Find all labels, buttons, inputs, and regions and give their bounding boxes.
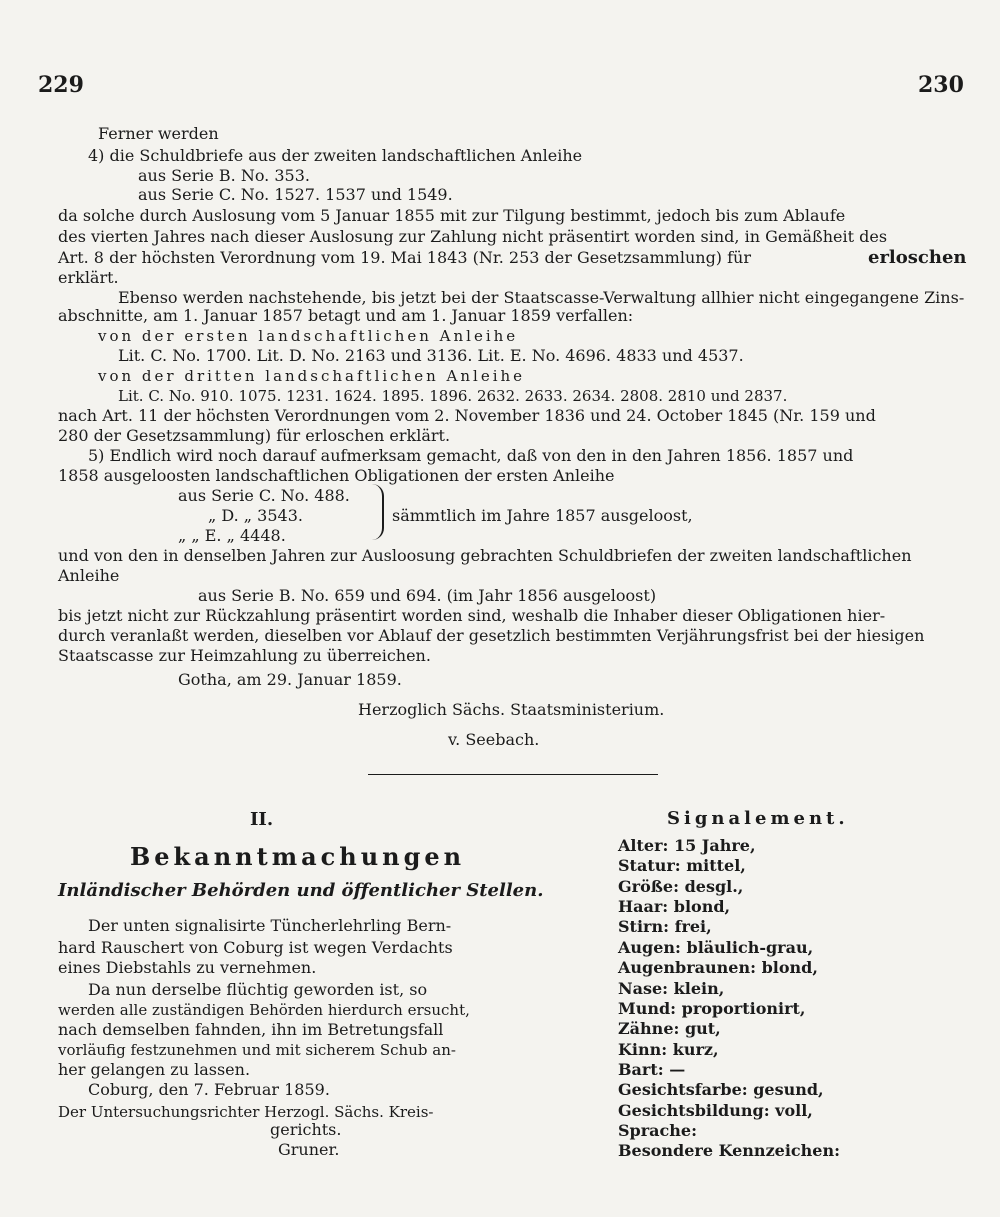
text-line: sämmtlich im Jahre 1857 ausgeloost,: [392, 506, 693, 525]
text-line: hard Rauschert von Coburg ist wegen Verdachts: [58, 938, 453, 957]
signature-name: Gruner.: [278, 1140, 340, 1159]
divider-rule: [368, 774, 658, 775]
text-line: erklärt.: [58, 268, 119, 287]
text-line: Der unten signalisirte Tüncherlehrling Bern-: [88, 916, 452, 935]
dateline: Gotha, am 29. Januar 1859.: [178, 670, 402, 689]
text-line: aus Serie B. No. 659 und 694. (im Jahr 1856 ausgeloost): [198, 586, 657, 605]
text-line: her gelangen zu lassen.: [58, 1060, 251, 1079]
text-line: Der Untersuchungsrichter Herzogl. Sächs. Kreis-: [58, 1103, 434, 1121]
text-line: bis jetzt nicht zur Rückzahlung präsentirt worden sind, weshalb die Inhaber dieser Obligationen hier-: [58, 606, 886, 625]
signalement-item: Zähne: gut,: [618, 1019, 721, 1038]
signalement-heading: Signalement.: [667, 808, 849, 829]
text-line: Da nun derselbe flüchtig geworden ist, so: [88, 980, 428, 999]
section-numeral: II.: [250, 809, 274, 830]
signalement-item: Statur: mittel,: [618, 856, 746, 875]
text-line: Ferner werden: [98, 124, 219, 143]
text-line: aus Serie C. No. 488.: [178, 486, 350, 505]
signalement-item: Sprache:: [618, 1121, 697, 1140]
text-line: nach Art. 11 der höchsten Verordnungen vom 2. November 1836 und 24. October 1845 (Nr. 159 und: [58, 406, 876, 425]
text-line: 1858 ausgeloosten landschaftlichen Obligationen der ersten Anleihe: [58, 466, 615, 485]
erloschen-word: erloschen: [868, 247, 967, 268]
dateline: Coburg, den 7. Februar 1859.: [88, 1080, 330, 1099]
page-number-left: 229: [38, 72, 84, 98]
text-line: „ „ E. „ 4448.: [178, 526, 286, 545]
text-line: nach demselben fahnden, ihn im Betretungsfall: [58, 1020, 444, 1039]
signalement-item: Nase: klein,: [618, 979, 725, 998]
text-line: aus Serie C. No. 1527. 1537 und 1549.: [138, 185, 453, 204]
page-number-right: 230: [918, 72, 964, 98]
text-line: Staatscasse zur Heimzahlung zu überreichen.: [58, 646, 431, 665]
signalement-item: Kinn: kurz,: [618, 1040, 719, 1059]
signalement-item: Stirn: frei,: [618, 917, 712, 936]
signalement-item: Besondere Kennzeichen:: [618, 1141, 840, 1160]
text-line: eines Diebstahls zu vernehmen.: [58, 958, 317, 977]
signature-ministry: Herzoglich Sächs. Staatsministerium.: [358, 700, 665, 719]
text-line: da solche durch Auslosung vom 5 Januar 1855 mit zur Tilgung bestimmt, jedoch bis zum Ablaufe: [58, 206, 846, 225]
section-subheading: Inländischer Behörden und öffentlicher Stellen.: [58, 880, 544, 901]
text-line: und von den in denselben Jahren zur Ausloosung gebrachten Schuldbriefen der zweiten landschaftlichen: [58, 546, 912, 565]
text-line: vorläufig festzunehmen und mit sicherem Schub an-: [58, 1041, 456, 1059]
text-line: aus Serie B. No. 353.: [138, 166, 310, 185]
text-line: 4) die Schuldbriefe aus der zweiten landschaftlichen Anleihe: [88, 146, 583, 165]
signalement-item: Augen: bläulich-grau,: [618, 938, 814, 957]
signalement-item: Mund: proportionirt,: [618, 999, 806, 1018]
text-line: von der ersten landschaftlichen Anleihe: [98, 327, 519, 345]
text-line: 5) Endlich wird noch darauf aufmerksam gemacht, daß von den in den Jahren 1856. 1857 und: [88, 446, 854, 465]
curly-brace: [372, 484, 384, 540]
text-line: durch veranlaßt werden, dieselben vor Ablauf der gesetzlich bestimmten Verjährungsfrist bei der hiesigen: [58, 626, 925, 645]
text-line: Lit. C. No. 910. 1075. 1231. 1624. 1895. 1896. 2632. 2633. 2634. 2808. 2810 und 2837.: [118, 387, 788, 405]
signalement-item: Bart: —: [618, 1060, 686, 1079]
signalement-item: Haar: blond,: [618, 897, 731, 916]
signalement-item: Gesichtsbildung: voll,: [618, 1101, 813, 1120]
text-line: von der dritten landschaftlichen Anleihe: [98, 367, 526, 385]
text-line: werden alle zuständigen Behörden hierdurch ersucht,: [58, 1001, 470, 1019]
text-line: des vierten Jahres nach dieser Auslosung zur Zahlung nicht präsentirt worden sind, in Gemäßheit des: [58, 227, 888, 246]
text-line: „ D. „ 3543.: [208, 506, 303, 525]
text-line: Ebenso werden nachstehende, bis jetzt bei der Staatscasse-Verwaltung allhier nicht eingegangene Zins-: [118, 288, 965, 307]
signalement-item: Augenbraunen: blond,: [618, 958, 818, 977]
signature-name: v. Seebach.: [448, 730, 540, 749]
text-line: Anleihe: [58, 566, 120, 585]
text-line: abschnitte, am 1. Januar 1857 betagt und am 1. Januar 1859 verfallen:: [58, 306, 634, 325]
text-line: 280 der Gesetzsammlung) für erloschen erklärt.: [58, 426, 451, 445]
text-line: Art. 8 der höchsten Verordnung vom 19. Mai 1843 (Nr. 253 der Gesetzsammlung) für: [58, 248, 752, 267]
signalement-item: Gesichtsfarbe: gesund,: [618, 1080, 824, 1099]
signalement-item: Größe: desgl.,: [618, 877, 744, 896]
text-line: gerichts.: [270, 1120, 342, 1139]
text-line: Lit. C. No. 1700. Lit. D. No. 2163 und 3136. Lit. E. No. 4696. 4833 und 4537.: [118, 346, 744, 365]
signalement-item: Alter: 15 Jahre,: [618, 836, 756, 855]
section-heading: Bekanntmachungen: [130, 842, 466, 871]
